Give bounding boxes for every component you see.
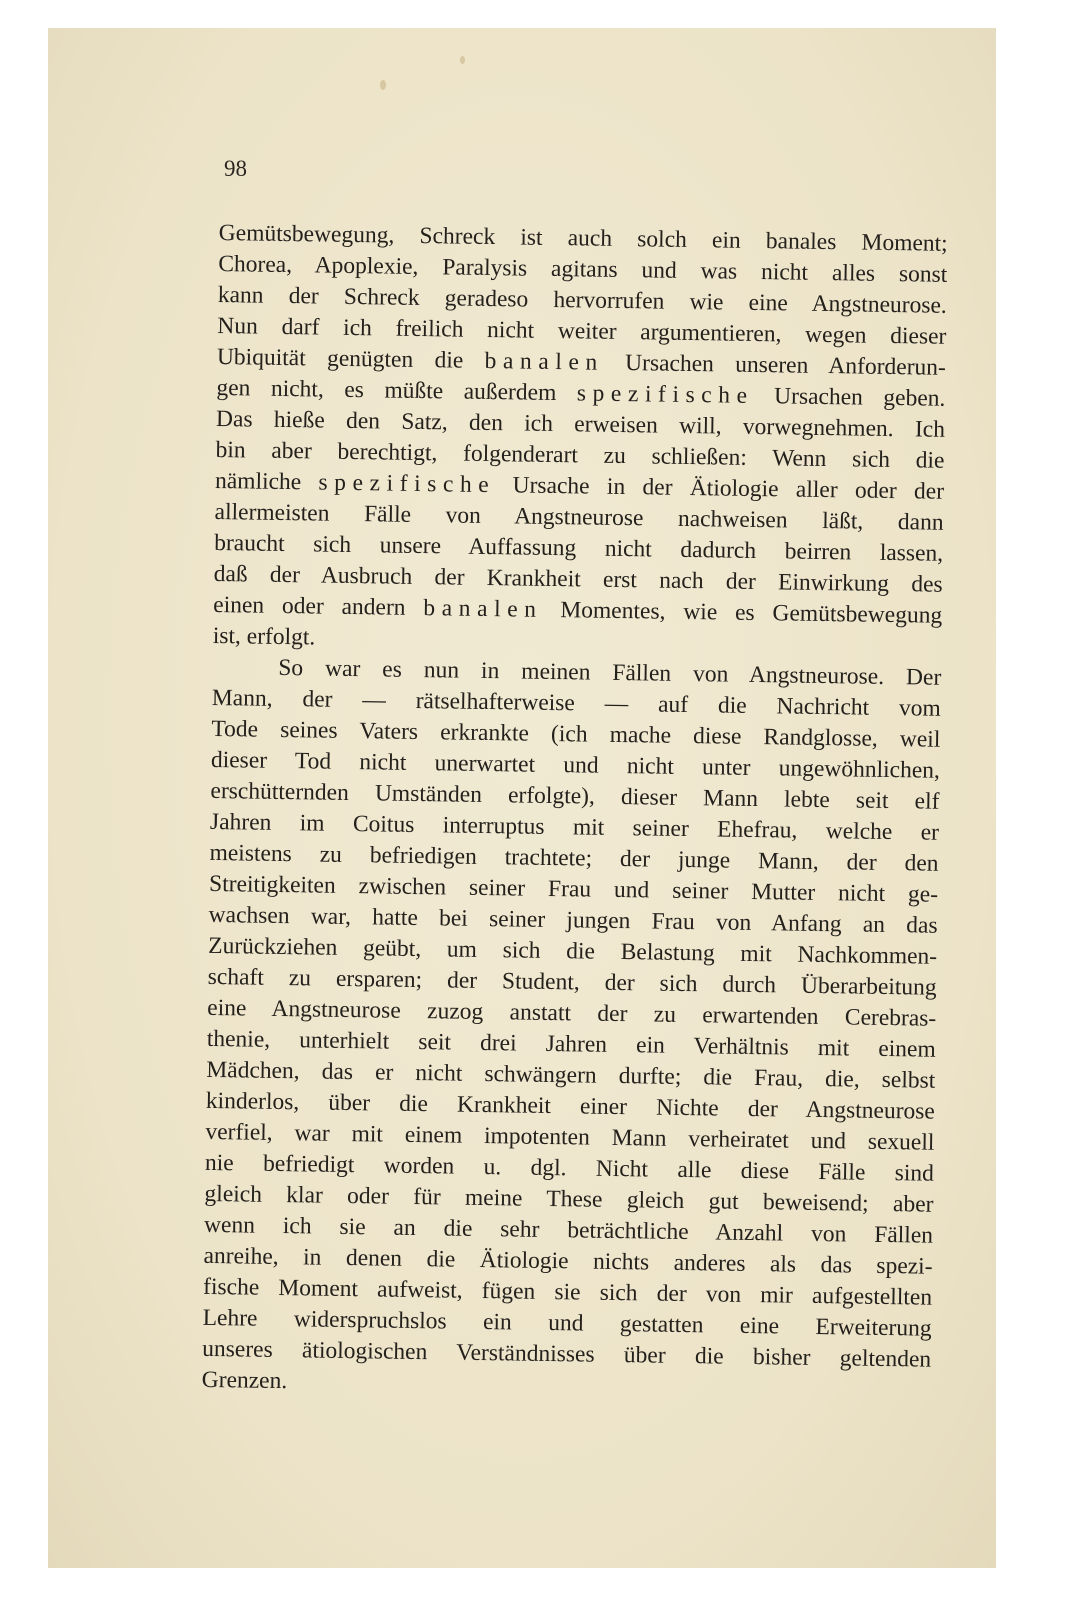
text-segment: So war es nun in meinen Fällen von Angstneurose. Der bbox=[278, 654, 942, 691]
text-segment: anreihe, in denen die Ätiologie nichts anderes als das spezi- bbox=[203, 1242, 933, 1280]
emphasized-text: spezifische bbox=[318, 469, 496, 499]
text-segment: Das hieße den Satz, den ich erweisen will, vorwegnehmen. Ich bbox=[215, 405, 946, 443]
text-segment: braucht sich unsere Auffassung nicht dadurch beirren lassen, bbox=[213, 529, 944, 567]
paper-stain bbox=[380, 80, 386, 90]
text-segment: wachsen war, hatte bei seiner jungen Frau von Anfang an das bbox=[208, 901, 938, 939]
text-segment: bin aber berechtigt, folgenderart zu schließen: Wenn sich die bbox=[215, 436, 945, 474]
text-segment: ist, erfolgt. bbox=[212, 622, 316, 651]
text-segment: schaft zu ersparen; der Student, der sich durch Überarbeitung bbox=[207, 963, 937, 1001]
text-segment: Jahren im Coitus interruptus mit seiner Ehefrau, welche er bbox=[209, 808, 940, 846]
text-segment: unseres ätiologischen Verständnisses über die bisher geltenden bbox=[202, 1335, 932, 1373]
text-segment: nämliche bbox=[214, 467, 319, 496]
text-segment: eine Angstneurose zuzog anstatt der zu erwartenden Cerebras- bbox=[207, 994, 937, 1032]
text-segment: einen oder andern bbox=[213, 591, 424, 622]
text-segment: Streitigkeiten zwischen seiner Frau und seiner Mutter nicht ge- bbox=[208, 870, 939, 908]
text-segment: Nun darf ich freilich nicht weiter argumentieren, wegen dieser bbox=[217, 312, 947, 350]
paper-stain bbox=[460, 56, 465, 64]
text-segment: dieser Tod nicht unerwartet und nicht unter ungewöhnlichen, bbox=[210, 746, 941, 784]
text-segment: kinderlos, über die Krankheit einer Nichte der Angstneurose bbox=[205, 1087, 936, 1125]
text-segment: kann der Schreck geradeso hervorrufen wie eine Angstneurose. bbox=[217, 281, 947, 319]
text-segment: Chorea, Apoplexie, Paralysis agitans und was nicht alles sonst bbox=[218, 250, 948, 288]
text-segment: Tode seines Vaters erkrankte (ich mache diese Randglosse, weil bbox=[211, 715, 941, 753]
text-segment: Ursache in der Ätiologie aller oder der bbox=[495, 472, 945, 505]
text-segment: meistens zu befriedigen trachtete; der junge Mann, der den bbox=[209, 839, 939, 877]
text-segment: daß der Ausbruch der Krankheit erst nach der Einwirkung des bbox=[213, 560, 943, 598]
text-segment: Mädchen, das er nicht schwängern durfte; die Frau, die, selbst bbox=[206, 1056, 936, 1094]
text-segment: erschütternden Umständen erfolgte), dieser Mann lebte seit elf bbox=[210, 777, 940, 815]
text-segment: Lehre widerspruchslos ein und gestatten eine Erweiterung bbox=[202, 1304, 932, 1342]
text-segment: allermeisten Fälle von Angstneurose nachweisen läßt, dann bbox=[214, 498, 944, 536]
text-segment: verfiel, war mit einem impotenten Mann verheiratet und sexuell bbox=[205, 1118, 935, 1156]
text-segment: Ubiquität genügten die bbox=[216, 343, 485, 374]
text-segment: Mann, der — rätselhafterweise — auf die Nachricht vom bbox=[211, 684, 941, 722]
text-segment: Gemütsbewegung, Schreck ist auch solch ein banales Moment; bbox=[218, 219, 948, 257]
page-number: 98 bbox=[224, 156, 247, 181]
text-segment: Momentes, wie es Gemütsbewegung bbox=[542, 596, 943, 629]
emphasized-text: banalen bbox=[423, 595, 543, 623]
text-segment: nie befriedigt worden u. dgl. Nicht alle diese Fälle sind bbox=[204, 1149, 935, 1187]
text-segment: Ursachen geben. bbox=[753, 382, 946, 412]
text-segment: Grenzen. bbox=[201, 1366, 288, 1395]
body-text bbox=[202, 218, 948, 1407]
text-segment: gen nicht, es müßte außerdem bbox=[216, 374, 578, 407]
text-segment: fische Moment aufweist, fügen sie sich der von mir aufgestellten bbox=[202, 1273, 933, 1311]
text-segment: Ursachen unseren Anforderun- bbox=[603, 349, 947, 381]
text-segment: thenie, unterhielt seit drei Jahren ein Verhältnis mit einem bbox=[206, 1025, 936, 1063]
emphasized-text: spezifische bbox=[576, 380, 754, 409]
text-segment: Zurückziehen geübt, um sich die Belastung mit Nachkommen- bbox=[208, 932, 938, 970]
text-segment: gleich klar oder für meine These gleich gut beweisend; aber bbox=[204, 1180, 934, 1218]
emphasized-text: banalen bbox=[484, 347, 604, 376]
text-segment: wenn ich sie an die sehr beträchtliche Anzahl von Fällen bbox=[203, 1211, 934, 1249]
